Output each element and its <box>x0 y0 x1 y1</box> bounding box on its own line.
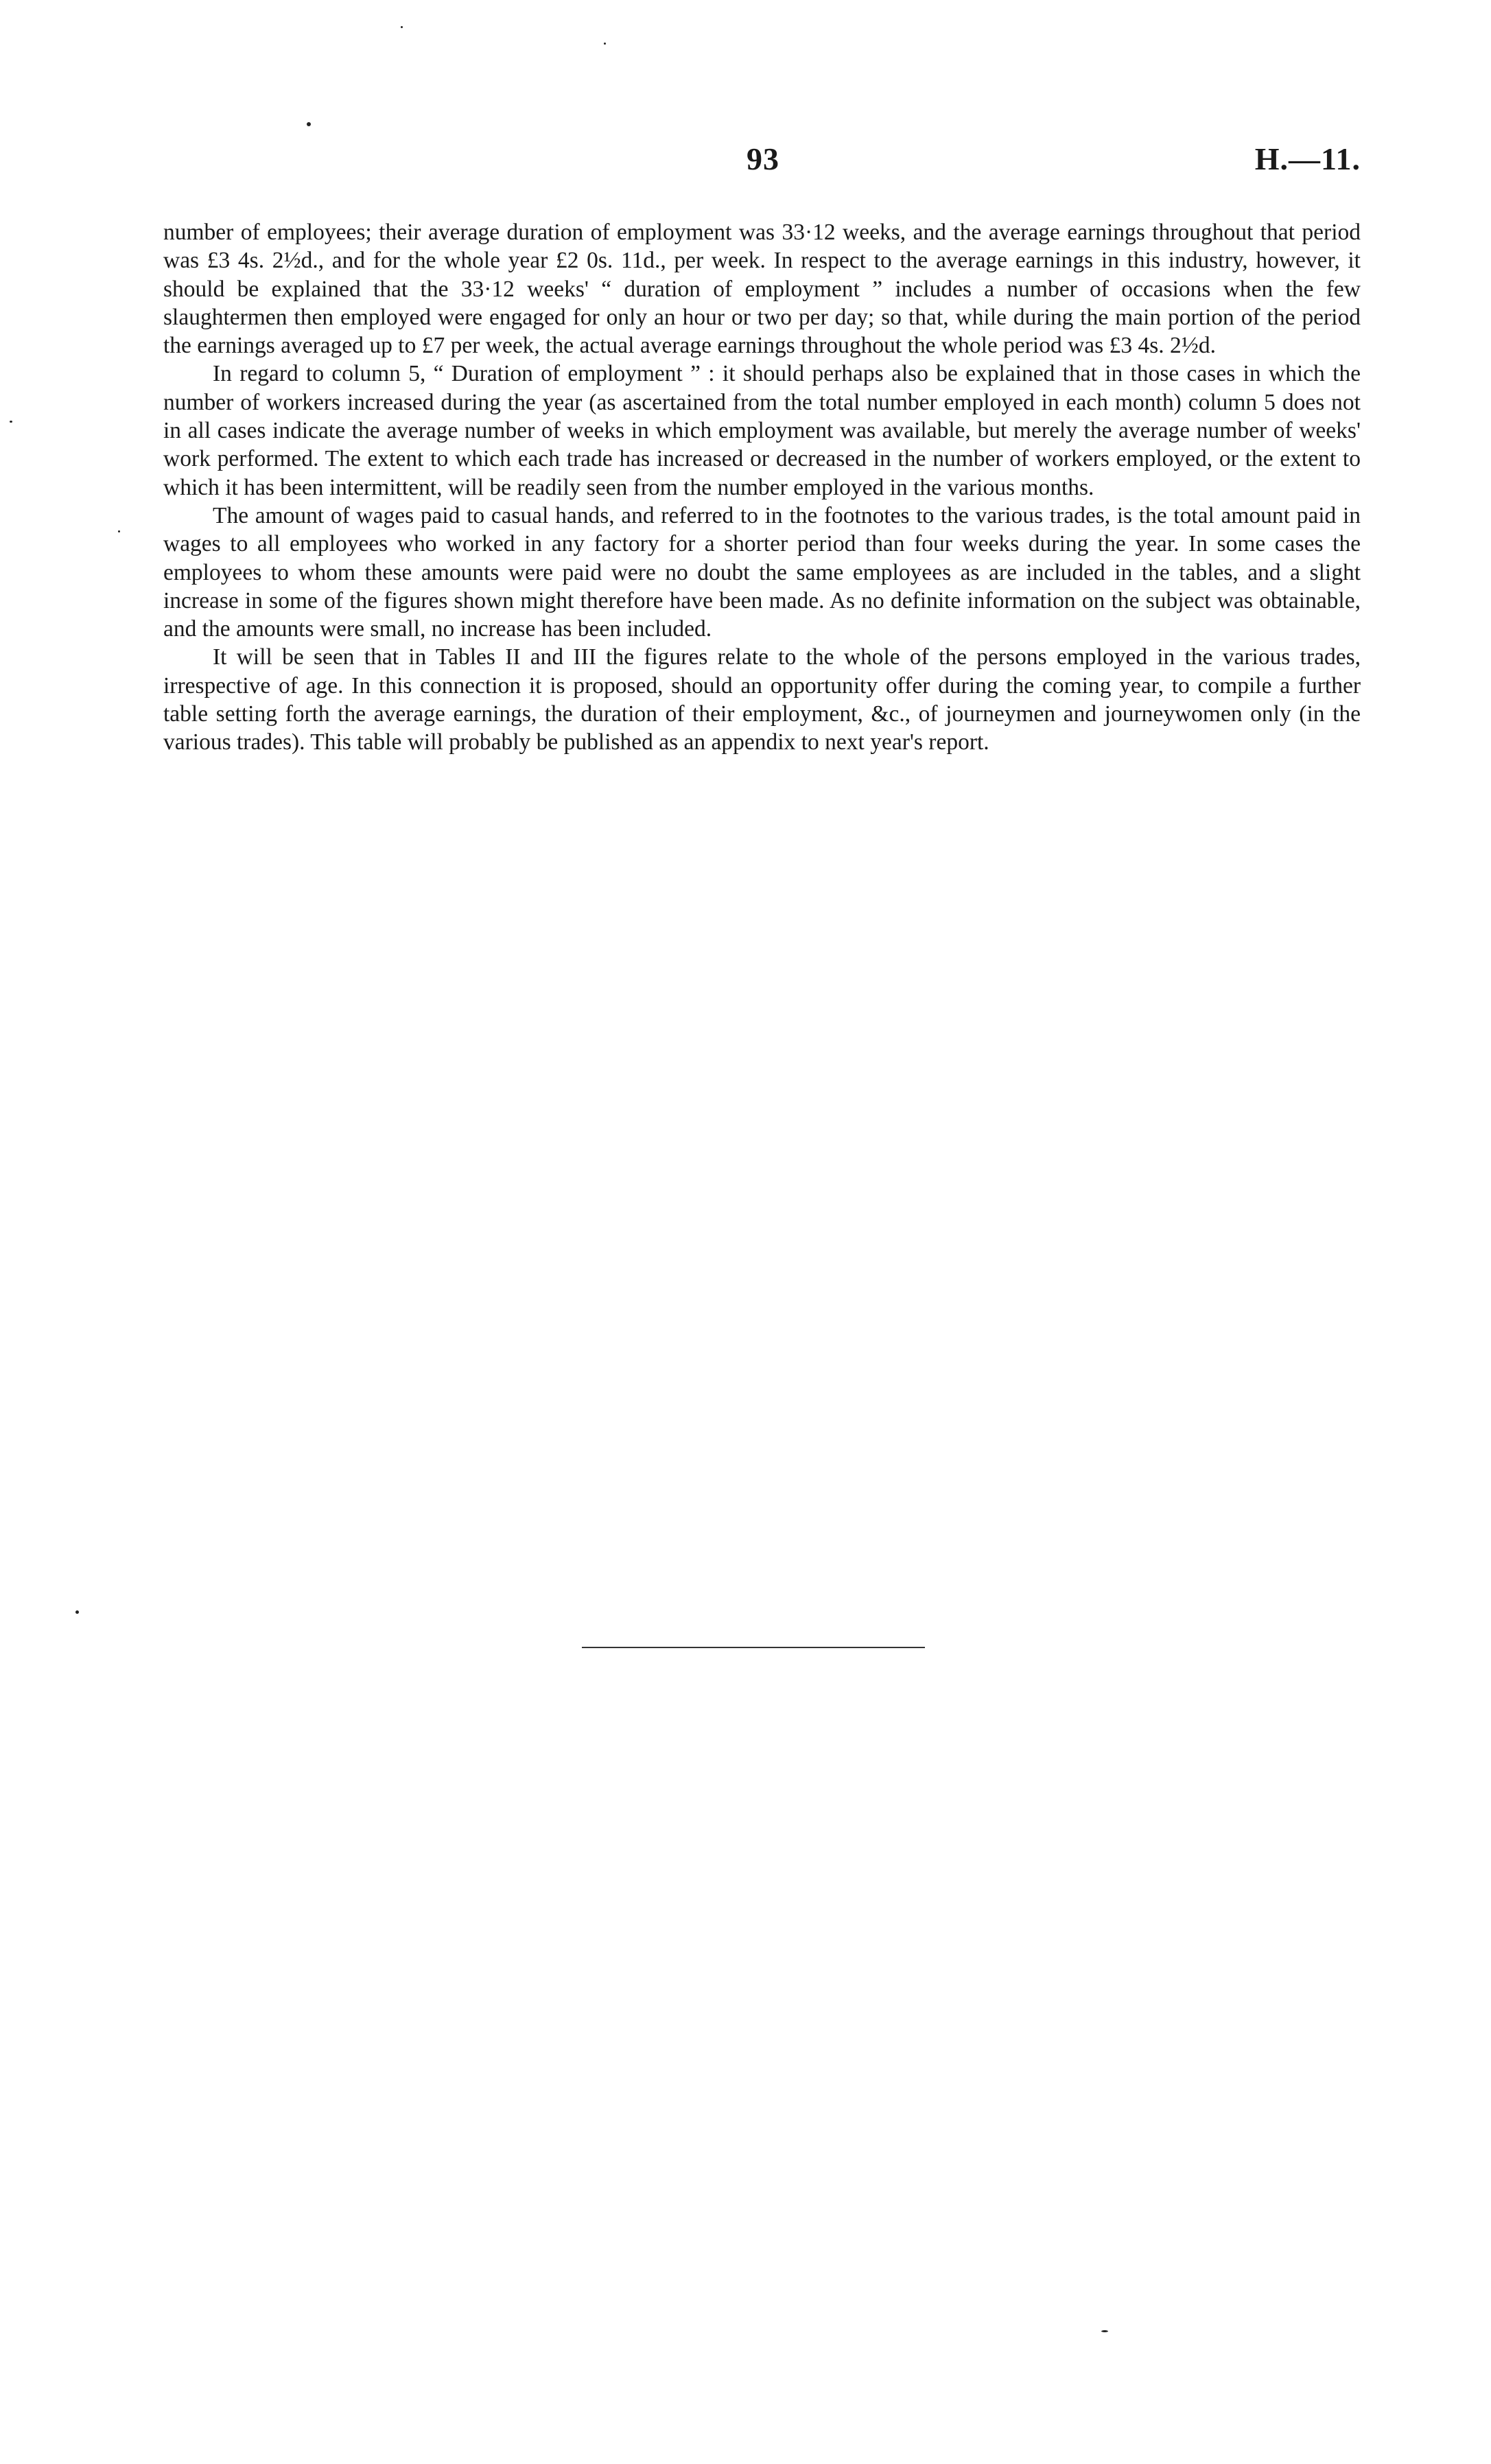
scan-speck <box>307 122 311 126</box>
scan-speck <box>10 421 12 423</box>
paper-reference: H.—11. <box>1254 141 1361 176</box>
scan-speck <box>1101 2330 1108 2332</box>
paragraph-duration-of-employment: In regard to column 5, “ Duration of employment ” : it should perhaps also be explained that in those cases in which the number of workers increased during the year (as ascertained from the total number employed in each month) column 5 does not in all cases indicate the average number of weeks in which employment was available, but merely the average number of weeks' work performed. The extent to which each trade has increased or decreased in the number of workers employed, or the extent to which it has been intermittent, will be readily seen from the number employed in the various months. <box>163 361 1361 500</box>
page-header <box>163 141 1361 189</box>
page-number: 93 <box>747 141 779 176</box>
scan-speck <box>75 1610 79 1614</box>
paragraph-tables-note: It will be seen that in Tables II and III the figures relate to the whole of the persons employed in the various trades, irrespective of age. In this connection it is proposed, should an opportunity offer during the coming year, to compile a further table setting forth the average earnings, the duration of their employment, &c., of journeymen and journeywomen only (in the various trades). This table will probably be published as an appendix to next year's report. <box>163 644 1361 755</box>
scan-speck <box>401 26 403 28</box>
scan-speck <box>604 43 606 45</box>
paragraph-casual-hands-wages: The amount of wages paid to casual hands, and referred to in the footnotes to the various trades, is the total amount paid in wages to all employees who worked in any factory for a shorter period than four weeks during the year. In some cases the employees to whom these amounts were paid were no doubt the same employees as are included in the tables, and a slight increase in some of the figures shown might therefore have been made. As no definite information on the subject was obtainable, and the amounts were small, no increase has been included. <box>163 502 1361 642</box>
scan-speck <box>118 530 120 532</box>
body-text <box>163 218 1361 757</box>
paragraph-continued: number of employees; their average duration of employment was 33·12 weeks, and the average earnings throughout that period was £3 4s. 2½d., and for the whole year £2 0s. 11d., per week. In respect to the average earnings in this industry, however, it should be explained that the 33·12 weeks' “ duration of employment ” includes a number of occasions when the few slaughtermen then employed were engaged for only an hour or two per day; so that, while during the main portion of the period the earnings averaged up to £7 per week, the actual average earnings throughout the whole period was £3 4s. 2½d. <box>163 220 1361 359</box>
section-end-rule <box>582 1647 925 1648</box>
